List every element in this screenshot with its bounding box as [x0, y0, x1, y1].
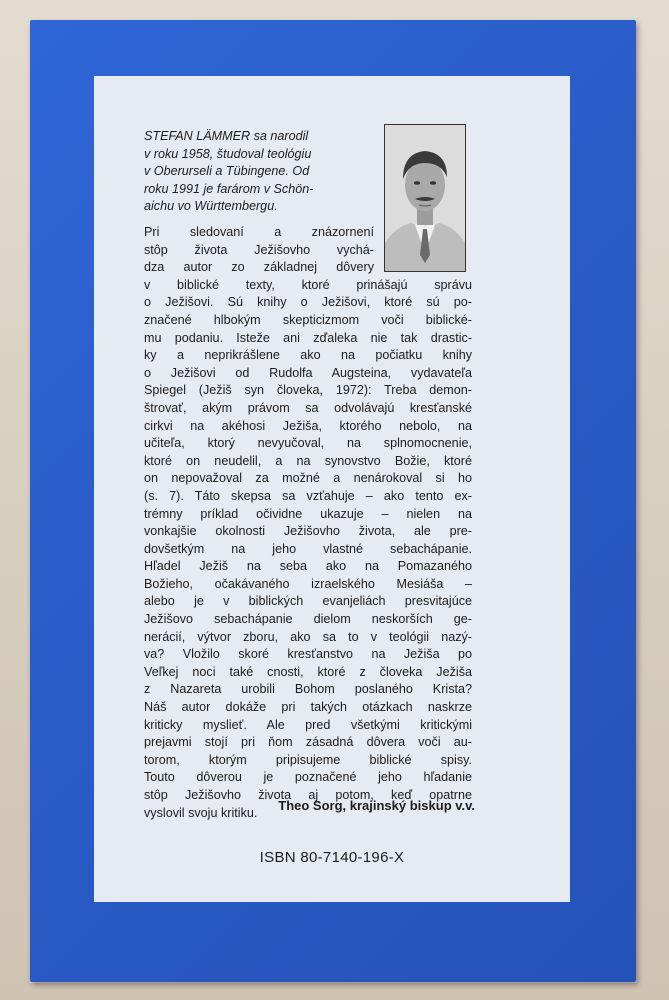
blurb-line: trémny príklad očividne ukazuje – nielen na: [144, 506, 472, 521]
book-back-cover: [30, 20, 636, 982]
signature: Theo Sorg, krajinský biskup v.v.: [278, 798, 475, 813]
book-blurb: [144, 224, 472, 822]
blurb-line: vyslovil svoju kritiku.: [144, 805, 258, 820]
blurb-line: o Ježišovi od Rudolfa Augsteina, vydavateľa: [144, 365, 472, 380]
blurb-line: dovšetkým na jeho vlastné sebachápanie.: [144, 541, 472, 556]
blurb-line: va? Vložilo skoré kresťanstvo na Ježiša po: [144, 647, 472, 662]
blurb-line: Ježišovo sebachápanie dielom neskorších ge-: [144, 612, 472, 627]
blurb-line: (s. 7). Táto skepsa sa vzťahuje – ako tento ex-: [144, 488, 472, 503]
blurb-line: Touto dôverou je poznačené jeho hľadanie: [144, 770, 472, 785]
blurb-line: cirkvi na akéhosi Ježiša, ktorého nebolo, na: [144, 418, 472, 433]
blurb-line: alebo je v biblických evanjeliách presvitajúce: [144, 594, 472, 609]
blurb-line: Hľadel Ježiš na seba ako na Pomazaného: [144, 559, 472, 574]
blurb-line: dza autor zo základnej dôvery: [144, 260, 374, 275]
isbn: ISBN 80-7140-196-X: [259, 849, 405, 866]
blurb-line: ktoré on neudelil, a na synovstvo Božie, ktoré: [144, 453, 472, 468]
blurb-line: Spiegel (Ježiš syn človeka, 1972): Treba demon-: [144, 383, 472, 398]
bio-line: aichu vo Württembergu.: [144, 199, 278, 214]
blurb-line: prejavmi stojí pri ňom zásadná dôvera voči au-: [144, 735, 472, 750]
blurb-line: štrovať, akým právom sa odvolávajú kresťanské: [144, 400, 472, 415]
blurb-line: nerácií, výtvor zboru, ako sa to v teológii nazý-: [144, 629, 472, 644]
bio-line: v roku 1958, študoval teológiu: [144, 146, 312, 161]
blurb-line: torom, ktorým pripisujeme biblické spisy.: [144, 752, 472, 767]
blurb-line: učiteľa, ktorý nevyučoval, na splnomocnenie,: [144, 436, 472, 451]
blurb-line: on nepovažoval za možné a nenárokoval si ho: [144, 471, 472, 486]
text-panel: [94, 76, 570, 902]
blurb-line: vonkajšie okolnosti Ježišovho života, ale pre-: [144, 524, 472, 539]
blurb-line: Náš autor dokáže pri takých otázkach naskrze: [144, 700, 472, 715]
blurb-line: v biblické texty, ktoré prinášajú správu: [144, 277, 472, 292]
blurb-line: značené hlbokým skepticizmom voči biblické-: [144, 312, 472, 327]
bio-line: roku 1991 je farárom v Schön-: [144, 181, 314, 196]
bio-line: v Oberurseli a Tübingene. Od: [144, 164, 310, 179]
blurb-line: kriticky myslieť. Ale pred všetkými kritickými: [144, 717, 472, 732]
blurb-line: stôp Ježišovho života aj potom, keď opatrne: [144, 788, 472, 802]
blurb-line: Božieho, očakávaného izraelského Mesiáša –: [144, 576, 472, 591]
blurb-line: z Nazareta urobili Bohom poslaného Krista?: [144, 682, 472, 697]
blurb-line: Pri sledovaní a znázornení: [144, 225, 374, 239]
blurb-line: mu podaniu. Isteže ani zďaleka nie tak drastic-: [144, 330, 472, 345]
blurb-line: Veľkej noci také cnosti, ktoré z človeka Ježiša: [144, 664, 472, 679]
blurb-line: stôp života Ježišovho vychá-: [144, 242, 374, 257]
blurb-line: o Ježišovi. Sú knihy o Ježišovi, ktoré sú po-: [144, 295, 472, 310]
bio-line: STEFAN LÄMMER sa narodil: [144, 129, 309, 143]
author-bio: [144, 128, 384, 216]
blurb-line: ky a neprikrášlene ako na počiatku knihy: [144, 348, 472, 363]
